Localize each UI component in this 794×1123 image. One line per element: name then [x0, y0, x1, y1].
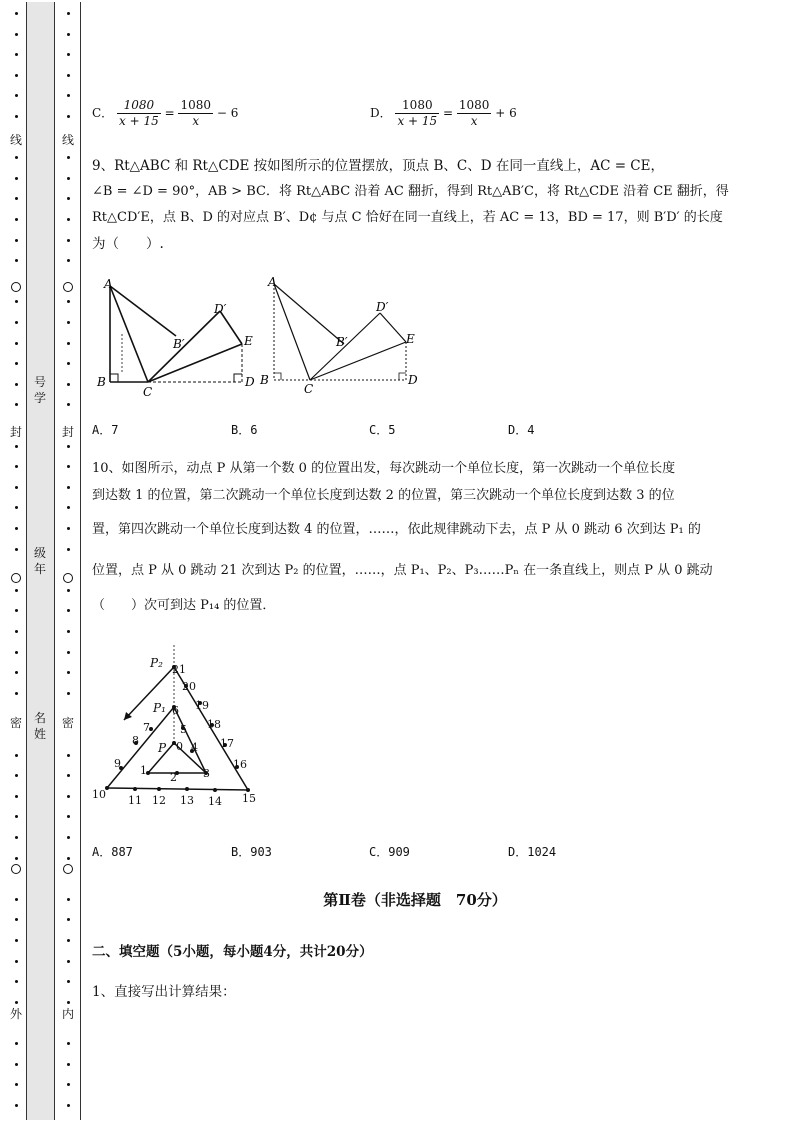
spiral-point-14	[213, 788, 217, 792]
binding-dot	[15, 465, 18, 468]
num-18: 18	[207, 718, 221, 731]
num-9: 9	[114, 757, 121, 770]
num-14: 14	[208, 795, 222, 808]
binding-dot	[15, 403, 18, 406]
binding-dot	[15, 527, 18, 530]
binding-dot	[15, 156, 18, 159]
label-c: C	[143, 385, 153, 399]
binding-dot	[67, 609, 70, 612]
fill-question-1: 1、直接写出计算结果：	[92, 984, 236, 1000]
binding-dot	[15, 795, 18, 798]
binding-dot	[15, 671, 18, 674]
label-d-prime: D′	[376, 300, 389, 314]
right-angle-b	[110, 374, 118, 382]
binding-dot	[67, 774, 70, 777]
outer-label-wai: 外	[9, 1007, 22, 1021]
binding-dot	[67, 1042, 70, 1045]
student-id-label: 号 学	[33, 375, 46, 405]
binding-dot	[15, 774, 18, 777]
binding-dot	[15, 445, 18, 448]
label-c: C	[304, 382, 314, 396]
binding-dot	[15, 1001, 18, 1004]
binding-dot	[15, 259, 18, 262]
binding-dot	[15, 960, 18, 963]
binding-dot	[67, 53, 70, 56]
binding-dot	[15, 692, 18, 695]
q9-option-c: C．5	[369, 423, 396, 437]
binding-dot	[15, 383, 18, 386]
q9-line-1: 9、Rt△ABC 和 Rt△CDE 按如图所示的位置摆放，顶点 B、C、D 在同一直线上，AC = CE，	[92, 158, 664, 174]
binding-dot	[67, 321, 70, 324]
binding-dot	[15, 94, 18, 97]
binding-dot	[67, 94, 70, 97]
binding-dot	[67, 465, 70, 468]
binding-dot	[15, 115, 18, 118]
q9-option-b: B．6	[231, 423, 258, 437]
num-20: 20	[182, 680, 196, 693]
binding-dot	[15, 74, 18, 77]
binding-dot	[67, 197, 70, 200]
label-b: B	[260, 373, 269, 387]
binding-hole	[11, 864, 21, 874]
num-3: 3	[203, 767, 210, 780]
binding-dot	[15, 939, 18, 942]
q10-line-4: 位置，点 P 从 0 跳动 21 次到达 P₂ 的位置，……，点 P₁、P₂、P₃……Pₙ 在一条直线上，则点 P 从 0 跳动	[92, 563, 713, 578]
binding-dot	[67, 177, 70, 180]
binding-dot	[15, 836, 18, 839]
spiral-point-11	[133, 787, 137, 791]
label-a: A	[104, 277, 113, 291]
binding-dot	[15, 506, 18, 509]
section-2-title: 第Ⅱ卷（非选择题 70分）	[323, 891, 507, 909]
q9-line-3: Rt△CD′E，点 B、D 的对应点 B′、D¢ 与点 C 恰好在同一直线上，若 AC = 13，BD = 17，则 B′D′ 的长度	[92, 210, 723, 225]
label-e: E	[244, 334, 253, 348]
binding-dot	[15, 609, 18, 612]
segment-ac	[274, 284, 310, 380]
binding-dot	[15, 918, 18, 921]
binding-dot	[67, 33, 70, 36]
binding-dot	[67, 836, 70, 839]
binding-dot	[67, 218, 70, 221]
binding-dot	[67, 486, 70, 489]
binding-dot	[67, 692, 70, 695]
binding-dot	[15, 197, 18, 200]
binding-dot	[67, 300, 70, 303]
binding-dot	[15, 33, 18, 36]
label-b: B	[97, 375, 106, 389]
binding-dot	[67, 506, 70, 509]
binding-dot	[15, 321, 18, 324]
binding-dot	[67, 362, 70, 365]
label-d-prime: D′	[214, 302, 227, 316]
binding-dot	[67, 259, 70, 262]
binding-dot	[15, 218, 18, 221]
binding-dot	[67, 980, 70, 983]
binding-dot	[15, 589, 18, 592]
label-b-prime: B′	[173, 337, 185, 351]
binding-dot	[67, 445, 70, 448]
binding-dot	[67, 74, 70, 77]
num-15: 15	[242, 792, 256, 805]
q10-line-1: 10、如图所示，动点 P 从第一个数 0 的位置出发，每次跳动一个单位长度，第一次跳动一个单位长度	[92, 461, 676, 476]
binding-dot	[15, 362, 18, 365]
label-p2: P₂	[150, 656, 163, 670]
q9-line-4: 为（ ）.	[92, 236, 164, 252]
binding-dot	[67, 1001, 70, 1004]
grade-label: 级 年	[33, 546, 46, 576]
binding-dot	[67, 815, 70, 818]
right-angle-b	[274, 373, 281, 380]
binding-dot	[67, 527, 70, 530]
binding-dot	[15, 630, 18, 633]
label-p1: P₁	[153, 701, 166, 715]
q10-option-a: A．887	[92, 845, 133, 859]
right-angle-d	[399, 373, 406, 380]
q10-line-5: （ ）次可到达 P₁₄ 的位置．	[92, 598, 276, 613]
binding-dot	[15, 651, 18, 654]
binding-dot	[15, 754, 18, 757]
label-p: P	[158, 741, 167, 755]
binding-dot	[15, 1104, 18, 1107]
binding-dot	[15, 1042, 18, 1045]
num-13: 13	[180, 794, 194, 807]
binding-dot	[67, 960, 70, 963]
binding-dot	[67, 754, 70, 757]
q9-figure-left	[92, 274, 262, 399]
binding-dot	[15, 1083, 18, 1086]
q10-option-b: B．903	[231, 845, 272, 859]
num-8: 8	[132, 734, 139, 747]
q10-option-d: D．1024	[508, 845, 557, 859]
num-1: 1	[140, 764, 147, 777]
right-angle-d	[234, 374, 242, 382]
binding-dot	[67, 671, 70, 674]
binding-dot	[67, 939, 70, 942]
binding-dot	[67, 383, 70, 386]
label-d: D	[408, 373, 418, 387]
binding-dot	[15, 177, 18, 180]
inner-label-feng: 封	[61, 425, 74, 439]
label-d: D	[245, 375, 255, 389]
outer-label-feng: 封	[9, 425, 22, 439]
q10-option-c: C．909	[369, 845, 410, 859]
num-2: 2	[170, 771, 177, 784]
label-e: E	[406, 332, 415, 346]
segment-ce	[148, 344, 242, 382]
num-10: 10	[92, 788, 106, 801]
binding-dot	[67, 1104, 70, 1107]
binding-dot	[67, 857, 70, 860]
binding-dot	[15, 53, 18, 56]
q8-option-c: C． $\frac{1080}{x + 15}$ = $\frac{1080}{x}$ − 6	[92, 98, 239, 128]
segment-ab1	[274, 284, 344, 344]
num-7: 7	[143, 721, 150, 734]
q9-option-d: D．4	[508, 423, 535, 437]
inner-label-nei: 内	[61, 1007, 74, 1021]
inner-label-xian: 线	[61, 133, 74, 147]
q10-spiral-figure	[90, 640, 270, 815]
binding-dot	[67, 239, 70, 242]
binding-dot	[67, 630, 70, 633]
binding-dot	[67, 156, 70, 159]
outer-label-xian: 线	[9, 133, 22, 147]
num-12: 12	[152, 794, 166, 807]
binding-dot	[15, 12, 18, 15]
student-name-label: 名 姓	[33, 711, 46, 741]
q9-figure-right	[258, 274, 428, 399]
label-b-prime: B′	[336, 335, 348, 349]
label-a: A	[268, 275, 277, 289]
part-2-heading: 二、填空题（5小题，每小题4分，共计20分）	[92, 944, 373, 960]
binding-dot	[67, 918, 70, 921]
binding-dot	[67, 548, 70, 551]
q10-line-2: 到达数 1 的位置，第二次跳动一个单位长度到达数 2 的位置，第三次跳动一个单位长度到达数 3 的位	[92, 488, 675, 503]
binding-dot	[67, 12, 70, 15]
num-4: 4	[191, 741, 198, 754]
binding-dot	[67, 1083, 70, 1086]
num-11: 11	[128, 794, 142, 807]
binding-hole	[63, 864, 73, 874]
num-21: 21	[172, 663, 186, 676]
num-6: 6	[172, 704, 179, 717]
binding-dot	[15, 815, 18, 818]
binding-inner-line	[80, 2, 81, 1120]
segment-ce	[310, 342, 406, 380]
binding-dot	[67, 403, 70, 406]
binding-dot	[15, 1063, 18, 1066]
binding-dot	[67, 651, 70, 654]
spiral-point-12	[157, 787, 161, 791]
binding-dot	[15, 342, 18, 345]
binding-dot	[67, 342, 70, 345]
binding-dot	[15, 300, 18, 303]
binding-dot	[67, 589, 70, 592]
binding-hole	[11, 573, 21, 583]
binding-hole	[63, 282, 73, 292]
num-19: 19	[195, 699, 209, 712]
num-16: 16	[233, 758, 247, 771]
binding-dot	[15, 980, 18, 983]
num-0: 0	[176, 740, 183, 753]
q10-line-3: 置，第四次跳动一个单位长度到达数 4 的位置，……，依此规律跳动下去，点 P 从 0 跳动 6 次到达 P₁ 的	[92, 522, 701, 537]
num-5: 5	[180, 723, 187, 736]
q9-option-a: A．7	[92, 423, 119, 437]
segment-d1e	[380, 313, 406, 342]
binding-dot	[15, 239, 18, 242]
spiral-point-13	[185, 787, 189, 791]
binding-dot	[67, 1063, 70, 1066]
binding-hole	[11, 282, 21, 292]
binding-dot	[15, 548, 18, 551]
num-17: 17	[220, 737, 234, 750]
outer-label-mi: 密	[9, 716, 22, 730]
q8-option-d: D． $\frac{1080}{x + 15}$ = $\frac{1080}{x}$ + 6	[370, 98, 517, 128]
binding-dot	[67, 795, 70, 798]
inner-label-mi: 密	[61, 716, 74, 730]
binding-hole	[63, 573, 73, 583]
binding-dot	[67, 115, 70, 118]
binding-dot	[15, 857, 18, 860]
q9-line-2: ∠B = ∠D = 90°，AB > BC．将 Rt△ABC 沿着 AC 翻折，得到 Rt△AB′C，将 Rt△CDE 沿着 CE 翻折，得	[92, 184, 729, 199]
binding-dot	[15, 486, 18, 489]
